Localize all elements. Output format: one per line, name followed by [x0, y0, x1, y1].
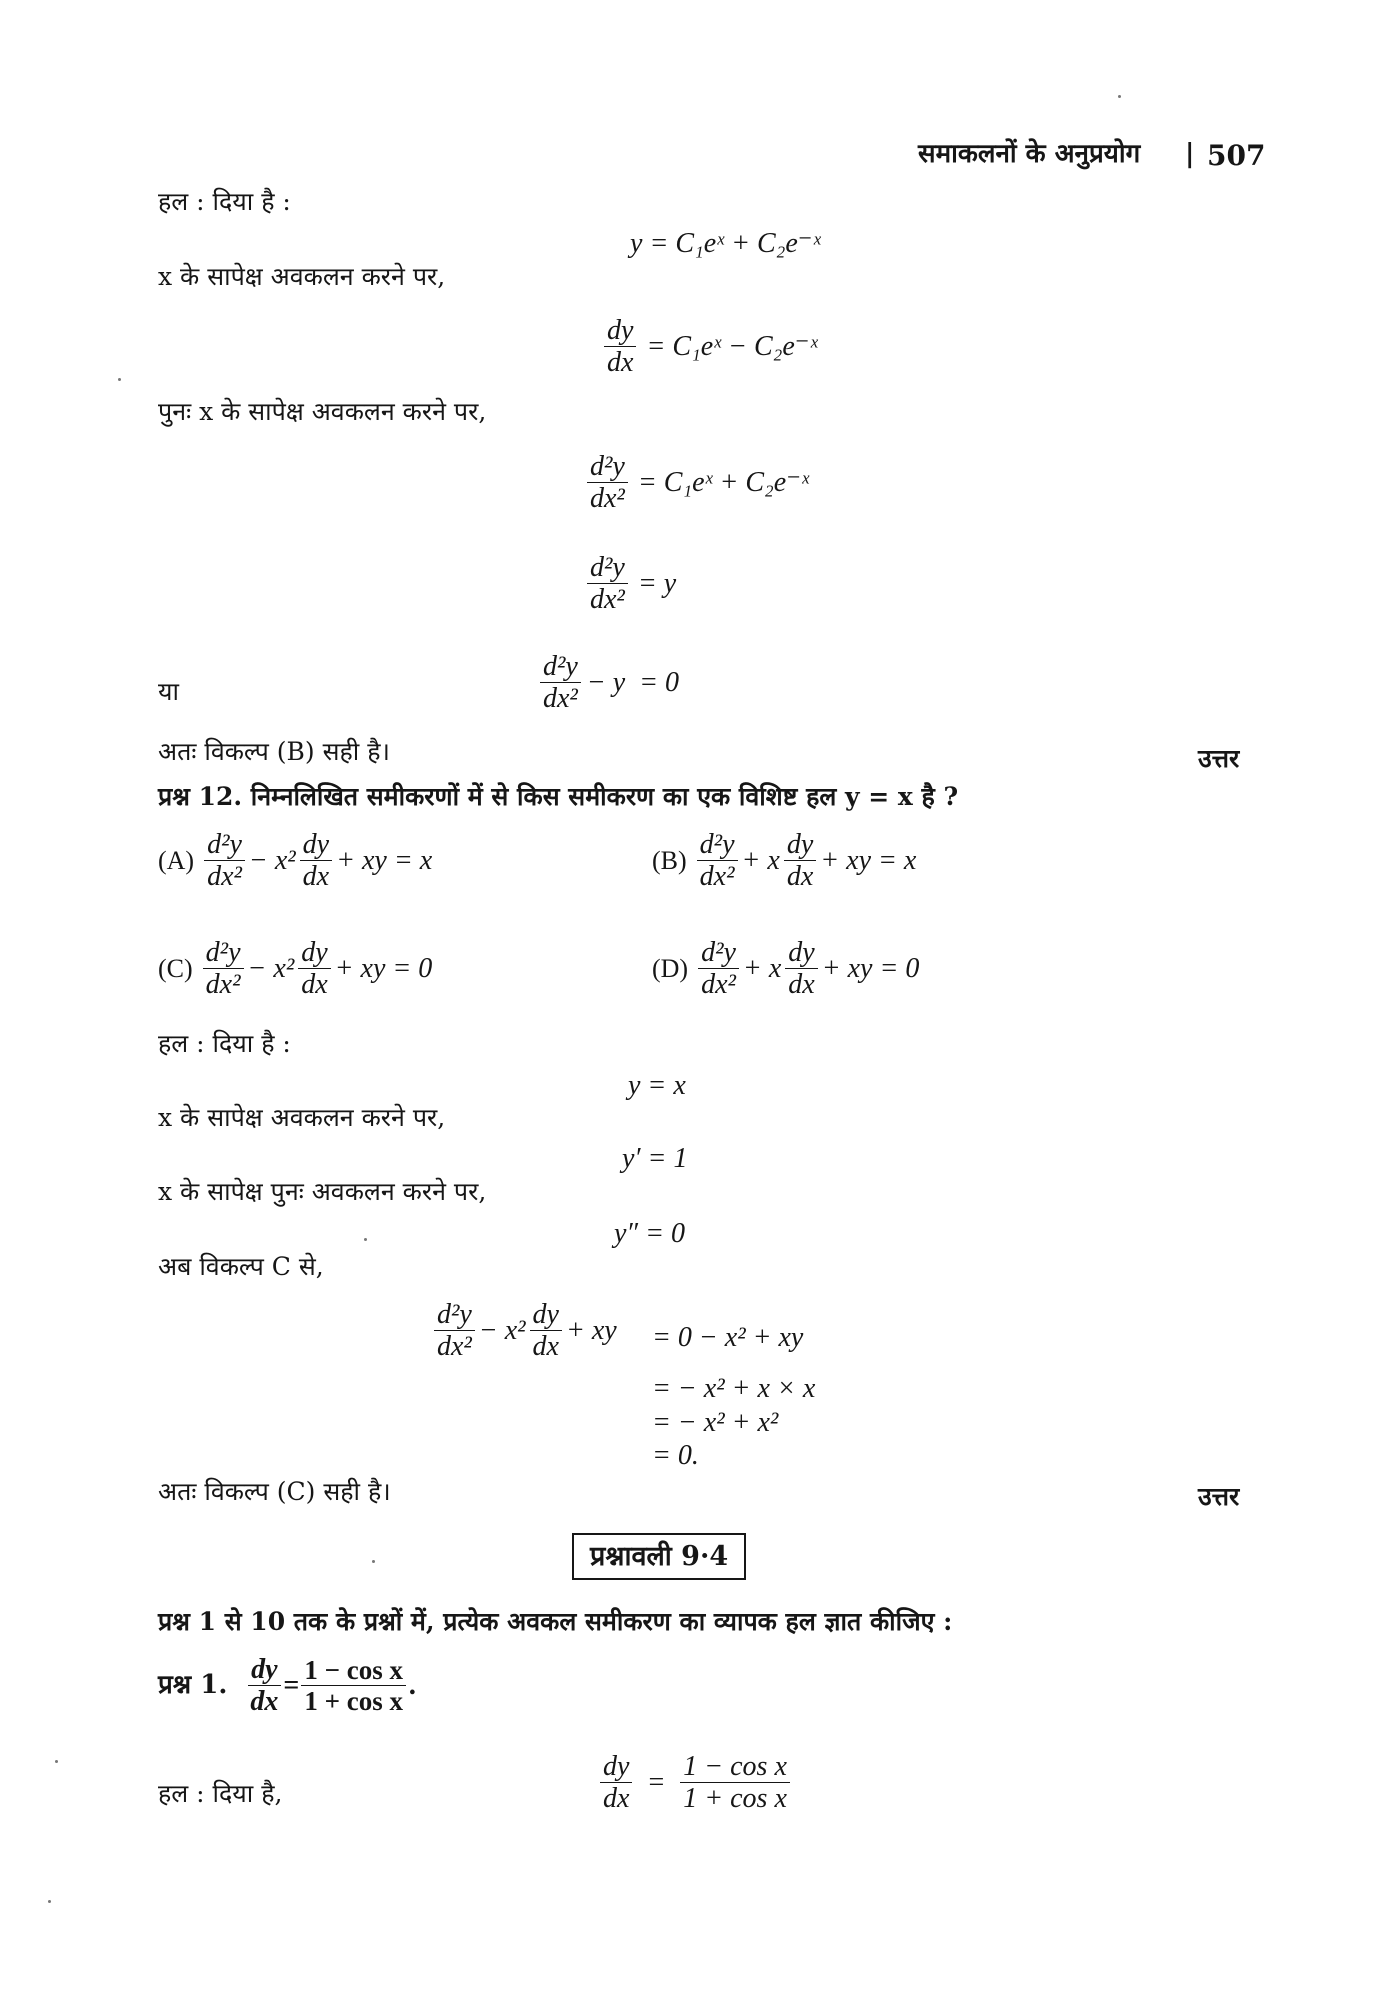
solution-given: हल : दिया है :	[158, 187, 291, 216]
step-1: = 0 − x² + xy	[652, 1322, 804, 1353]
equation-option-c-lhs: $\frac{\text{d²y}}{\text{dx²}}$ − x² $\frac{dy}{dx}$ + xy	[432, 1300, 617, 1362]
exercise-instruction: प्रश्न 1 से 10 तक के प्रश्नों में, प्रत्येक अवकल समीकरण का व्यापक हल ज्ञात कीजिए :	[158, 1607, 953, 1636]
step-text: पुनः x के सापेक्ष अवकलन करने पर,	[158, 397, 487, 426]
exercise-title-box	[572, 1533, 746, 1580]
solution-label: हल : दिया है,	[158, 1779, 283, 1808]
scan-speck	[364, 1238, 367, 1241]
option-a: (A) $\frac{\text{d²y}}{\text{dx²}}$ − x² $\frac{dy}{dx}$ + xy = x	[158, 829, 433, 893]
equation-first-derivative: $\frac{dy}{dx}$ = C₁eˣ − C₂e⁻ˣ	[602, 316, 818, 378]
equation-y-equals-x: y = x	[628, 1070, 686, 1101]
scan-speck	[55, 1760, 58, 1763]
option-d: (D) $\frac{\text{d²y}}{\text{dx²}}$ + x $\frac{dy}{dx}$ + xy = 0	[652, 937, 920, 1001]
option-c: (C) $\frac{\text{d²y}}{\text{dx²}}$ − x² $\frac{dy}{dx}$ + xy = 0	[158, 937, 433, 1001]
question-1: प्रश्न 1. $\frac{dy}{dx}$ = $\frac{\text{1 − cos x}}{\text{1 + cos x}}$ .	[158, 1654, 417, 1718]
step-text: x के सापेक्ष अवकलन करने पर,	[158, 1103, 446, 1132]
option-label: (D)	[652, 953, 689, 983]
scan-speck	[118, 378, 121, 381]
equation-second-derivative: $\frac{\text{d²y}}{\text{dx²}}$ = C₁eˣ + C₂e⁻ˣ	[585, 452, 809, 514]
exercise-title: प्रश्नावली 9·4	[590, 1541, 729, 1572]
equation-general-solution: y = C₁eˣ + C₂e⁻ˣ	[630, 228, 821, 259]
header-separator: |	[1185, 139, 1195, 169]
step-text: x के सापेक्ष अवकलन करने पर,	[158, 262, 446, 291]
step-2: = − x² + x × x	[652, 1373, 816, 1404]
answer-label: उत्तर	[1198, 1482, 1240, 1511]
step-text: अब विकल्प C से,	[158, 1252, 324, 1281]
equation-q1-solution: $\frac{dy}{dx}$ = $\frac{\text{1 − cos x}}{\text{1 + cos x}}$	[598, 1752, 792, 1814]
equation-y-double-prime: y″ = 0	[614, 1218, 685, 1249]
question-12-text: प्रश्न 12. निम्नलिखित समीकरणों में से किस समीकरण का एक विशिष्ट हल y = x है ?	[158, 782, 959, 811]
equation-second-derivative-y: $\frac{\text{d²y}}{\text{dx²}}$ = y	[585, 553, 676, 615]
conclusion-text: अतः विकल्प (C) सही है।	[158, 1477, 391, 1506]
scan-speck	[48, 1900, 51, 1903]
scan-speck	[1118, 95, 1121, 98]
step-4: = 0.	[652, 1440, 699, 1471]
equation-y-prime: y′ = 1	[622, 1143, 688, 1174]
solution-given: हल : दिया है :	[158, 1029, 291, 1058]
option-label: (C)	[158, 953, 193, 983]
or-label: या	[158, 677, 179, 706]
option-label: (A)	[158, 845, 195, 875]
equation-differential: $\frac{\text{d²y}}{\text{dx²}}$ − y = 0	[538, 652, 679, 714]
option-label: (B)	[652, 845, 687, 875]
option-b: (B) $\frac{\text{d²y}}{\text{dx²}}$ + x $\frac{dy}{dx}$ + xy = x	[652, 829, 917, 893]
page-number: 507	[1207, 139, 1266, 172]
scan-speck	[372, 1560, 375, 1563]
answer-label: उत्तर	[1198, 744, 1240, 773]
chapter-title: समाकलनों के अनुप्रयोग	[918, 139, 1141, 169]
step-3: = − x² + x²	[652, 1407, 779, 1438]
conclusion-text: अतः विकल्प (B) सही है।	[158, 737, 390, 766]
step-text: x के सापेक्ष पुनः अवकलन करने पर,	[158, 1177, 487, 1206]
